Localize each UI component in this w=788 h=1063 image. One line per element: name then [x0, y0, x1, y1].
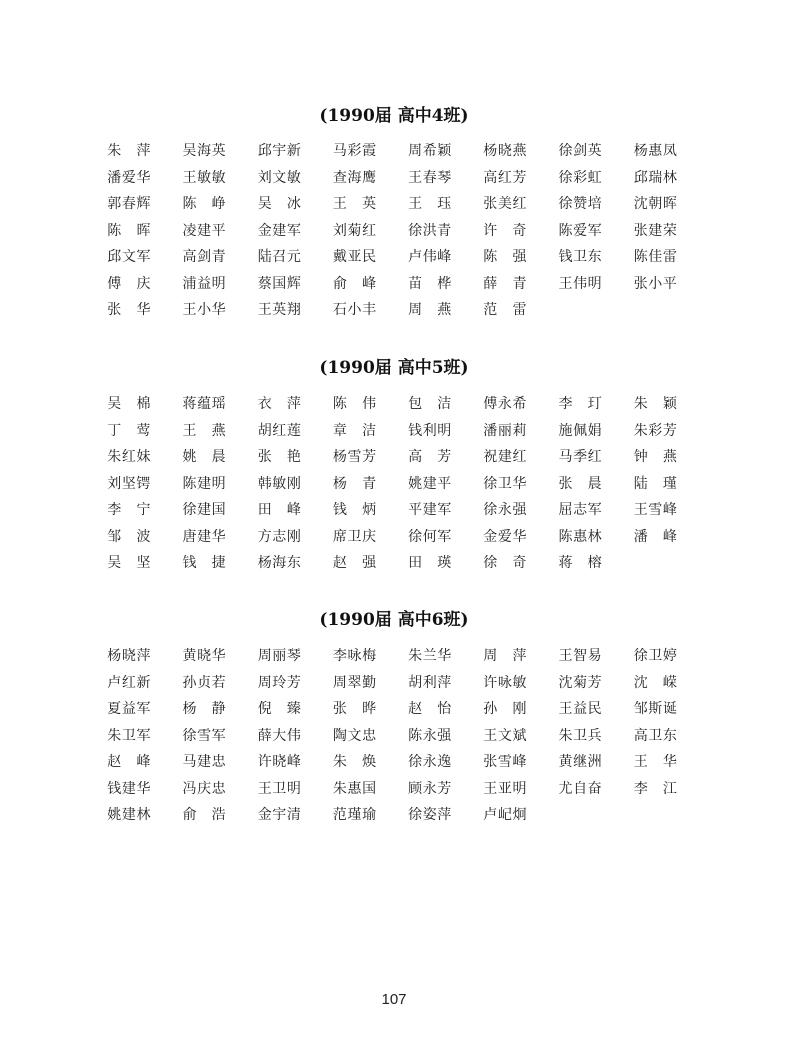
student-name: 孙贞若	[182, 674, 226, 691]
student-name: 蒋 榕	[558, 555, 602, 571]
student-name: 杨 青	[332, 475, 377, 492]
student-name: 卢屺炯	[483, 807, 527, 823]
name-grid	[107, 394, 707, 580]
student-name: 许咏敏	[483, 674, 527, 691]
name-row	[107, 805, 707, 832]
name-row	[107, 527, 707, 554]
student-name: 许 奇	[483, 222, 527, 239]
student-name: 田 瑛	[408, 555, 452, 571]
student-name: 金爱华	[483, 528, 527, 545]
student-name: 王卫明	[257, 780, 301, 797]
student-name: 徐赞培	[558, 196, 602, 212]
student-name: 郭春辉	[107, 196, 151, 212]
student-name: 张 晨	[558, 475, 602, 492]
student-name: 朱卫军	[107, 727, 151, 744]
student-name: 刘坚锷	[107, 475, 151, 492]
student-name: 吴海英	[182, 143, 226, 159]
student-name: 朱 焕	[332, 754, 377, 770]
student-name: 王小华	[182, 302, 226, 318]
student-name: 王英翔	[257, 302, 301, 318]
student-name: 方志刚	[257, 528, 301, 545]
student-name: 马彩霞	[332, 143, 377, 159]
section-title: (1990届 高中4班)	[319, 106, 469, 126]
student-name: 浦益明	[182, 275, 226, 292]
student-name: 屈志军	[558, 502, 602, 518]
student-name: 朱红妹	[107, 449, 151, 465]
student-name: 张建荣	[633, 222, 677, 239]
student-name: 吴 坚	[107, 555, 151, 571]
student-name: 薛 青	[483, 275, 527, 292]
student-name: 陈 晖	[107, 222, 151, 239]
student-name: 凌建平	[182, 222, 226, 239]
student-name: 张美红	[483, 196, 527, 212]
student-name: 孙 刚	[483, 701, 527, 717]
student-name: 刘菊红	[332, 222, 377, 239]
student-name: 朱惠国	[332, 780, 377, 797]
student-name: 赵 怡	[408, 701, 452, 717]
student-name: 查海鹰	[332, 169, 377, 186]
student-name: 周丽琴	[257, 648, 301, 664]
student-name: 王雪峰	[633, 502, 677, 518]
student-name: 钱卫东	[558, 249, 602, 265]
student-name: 徐卫婷	[633, 648, 677, 664]
student-name: 徐永强	[483, 502, 527, 518]
student-name: 席卫庆	[332, 528, 377, 545]
student-name: 潘爱华	[107, 169, 151, 186]
name-row	[107, 553, 707, 580]
student-name: 钱 炳	[332, 502, 377, 518]
student-name: 范 雷	[483, 302, 527, 318]
student-name: 卢伟峰	[408, 249, 452, 265]
student-name: 周玲芳	[257, 674, 301, 691]
student-name: 王伟明	[558, 275, 602, 292]
student-name: 衣 萍	[257, 396, 301, 412]
student-name: 徐何军	[408, 528, 452, 545]
name-row	[107, 141, 707, 168]
student-name: 顾永芳	[408, 780, 452, 797]
student-name: 潘丽莉	[483, 422, 527, 439]
student-name: 吴 冰	[257, 196, 301, 212]
student-name: 马季红	[558, 449, 602, 465]
student-name: 陆 瑾	[633, 475, 677, 492]
student-name: 杨晓萍	[107, 648, 151, 664]
student-name: 陈永强	[408, 727, 452, 744]
student-name: 黄晓华	[182, 648, 226, 664]
student-name: 苗 桦	[408, 275, 452, 292]
student-name: 王文斌	[483, 727, 527, 744]
student-name: 王 珏	[408, 196, 452, 212]
student-name: 徐永逸	[408, 754, 452, 770]
student-name: 王益民	[558, 701, 602, 717]
student-name: 王春琴	[408, 169, 452, 186]
name-row	[107, 500, 707, 527]
student-name: 徐姿萍	[408, 807, 452, 823]
student-name: 朱 颖	[633, 396, 677, 412]
student-name: 王 华	[633, 754, 677, 770]
name-grid	[107, 646, 707, 832]
student-name: 徐建国	[182, 502, 226, 518]
student-name: 包 洁	[408, 396, 452, 412]
student-name: 李咏梅	[332, 648, 377, 664]
student-name: 平建军	[408, 502, 452, 518]
student-name: 胡利萍	[408, 674, 452, 691]
student-name: 钱 捷	[182, 555, 226, 571]
name-row	[107, 194, 707, 221]
student-name: 夏益军	[107, 701, 151, 717]
student-name: 黄继洲	[558, 754, 602, 770]
student-name: 周 燕	[408, 302, 452, 318]
student-name: 陈爱军	[558, 222, 602, 239]
student-name: 王亚明	[483, 780, 527, 797]
name-row	[107, 300, 707, 327]
student-name: 唐建华	[182, 528, 226, 545]
student-name: 陈惠林	[558, 528, 602, 545]
student-name: 陈 强	[483, 249, 527, 265]
name-row	[107, 474, 707, 501]
student-name: 沈朝晖	[633, 196, 677, 212]
name-grid	[107, 141, 707, 327]
student-name: 陈 伟	[332, 396, 377, 412]
student-name: 章 洁	[332, 422, 377, 439]
student-name: 傅永希	[483, 396, 527, 412]
page-number: 107	[381, 991, 407, 1008]
student-name: 邹斯诞	[633, 701, 677, 717]
name-row	[107, 247, 707, 274]
section-title: (1990届 高中5班)	[319, 358, 469, 378]
student-name: 徐剑英	[558, 143, 602, 159]
student-name: 田 峰	[257, 502, 301, 518]
student-name: 冯庆忠	[182, 780, 226, 797]
student-name: 石小丰	[332, 302, 377, 318]
student-name: 张小平	[633, 275, 677, 292]
student-name: 高红芳	[483, 169, 527, 186]
student-name: 祝建红	[483, 449, 527, 465]
student-name: 王智易	[558, 648, 602, 664]
student-name: 戴亚民	[332, 249, 377, 265]
student-name: 许晓峰	[257, 754, 301, 770]
student-name: 李 江	[633, 780, 677, 797]
student-name: 马建忠	[182, 754, 226, 770]
student-name: 陈 峥	[182, 196, 226, 212]
student-name: 张 艳	[257, 449, 301, 465]
student-name: 杨 静	[182, 701, 226, 717]
student-name: 邱瑞林	[633, 169, 677, 186]
student-name: 丁 莺	[107, 422, 151, 439]
name-row	[107, 646, 707, 673]
student-name: 沈菊芳	[558, 674, 602, 691]
student-name: 朱卫兵	[558, 727, 602, 744]
name-row	[107, 699, 707, 726]
student-name: 徐彩虹	[558, 169, 602, 186]
student-name: 徐洪青	[408, 222, 452, 239]
student-name: 蒋蕴瑶	[182, 396, 226, 412]
student-name: 施佩娟	[558, 422, 602, 439]
student-name: 赵 强	[332, 555, 377, 571]
student-name: 陆召元	[257, 249, 301, 265]
student-name: 蔡国辉	[257, 275, 301, 292]
student-name: 杨惠凤	[633, 143, 677, 159]
student-name: 张 晔	[332, 701, 377, 717]
student-name: 胡红莲	[257, 422, 301, 439]
student-name: 徐雪军	[182, 727, 226, 744]
student-name: 姚建林	[107, 807, 151, 823]
student-name: 朱兰华	[408, 648, 452, 664]
student-name: 邱文军	[107, 249, 151, 265]
student-name: 杨晓燕	[483, 143, 527, 159]
student-name: 王敏敏	[182, 169, 226, 186]
student-name: 周翠勤	[332, 674, 377, 691]
student-name: 沈 嵘	[633, 674, 677, 691]
student-name: 王 燕	[182, 422, 226, 439]
student-name: 李 宁	[107, 502, 151, 518]
student-name: 薛大伟	[257, 727, 301, 744]
student-name: 张雪峰	[483, 754, 527, 770]
student-name: 徐卫华	[483, 475, 527, 492]
name-row	[107, 394, 707, 421]
student-name: 邱宇新	[257, 143, 301, 159]
student-name: 傅 庆	[107, 275, 151, 292]
student-name: 姚建平	[408, 475, 452, 492]
student-name: 钱建华	[107, 780, 151, 797]
student-name: 陶文忠	[332, 727, 377, 744]
student-name: 朱 萍	[107, 143, 151, 159]
student-name: 高 芳	[408, 449, 452, 465]
student-name: 金宇清	[257, 807, 301, 823]
student-name: 金建军	[257, 222, 301, 239]
student-name: 倪 臻	[257, 701, 301, 717]
section-title: (1990届 高中6班)	[319, 610, 469, 630]
student-name: 潘 峰	[633, 528, 677, 545]
name-row	[107, 221, 707, 248]
name-row	[107, 779, 707, 806]
student-name: 王 英	[332, 196, 377, 212]
name-row	[107, 421, 707, 448]
student-name: 刘文敏	[257, 169, 301, 186]
student-name: 钟 燕	[633, 449, 677, 465]
student-name: 朱彩芳	[633, 422, 677, 439]
student-name: 陈建明	[182, 475, 226, 492]
student-name: 高剑青	[182, 249, 226, 265]
student-name: 张 华	[107, 302, 151, 318]
student-name: 李 玎	[558, 396, 602, 412]
student-name: 吴 棉	[107, 396, 151, 412]
student-name: 杨海东	[257, 555, 301, 571]
student-name: 范瑾瑜	[332, 807, 377, 823]
student-name: 俞 峰	[332, 275, 377, 292]
name-row	[107, 168, 707, 195]
name-row	[107, 673, 707, 700]
name-row	[107, 726, 707, 753]
student-name: 周 萍	[483, 648, 527, 664]
student-name: 高卫东	[633, 727, 677, 744]
student-name: 赵 峰	[107, 754, 151, 770]
student-name: 杨雪芳	[332, 449, 377, 465]
student-name: 邹 波	[107, 528, 151, 545]
student-name: 姚 晨	[182, 449, 226, 465]
name-row	[107, 447, 707, 474]
student-name: 韩敏刚	[257, 475, 301, 492]
student-name: 卢红新	[107, 674, 151, 691]
student-name: 陈佳雷	[633, 249, 677, 265]
student-name: 俞 浩	[182, 807, 226, 823]
student-name: 周希颖	[408, 143, 452, 159]
student-name: 徐 奇	[483, 555, 527, 571]
student-name: 钱利明	[408, 422, 452, 439]
student-name: 尤自奋	[558, 780, 602, 797]
name-row	[107, 752, 707, 779]
name-row	[107, 274, 707, 301]
